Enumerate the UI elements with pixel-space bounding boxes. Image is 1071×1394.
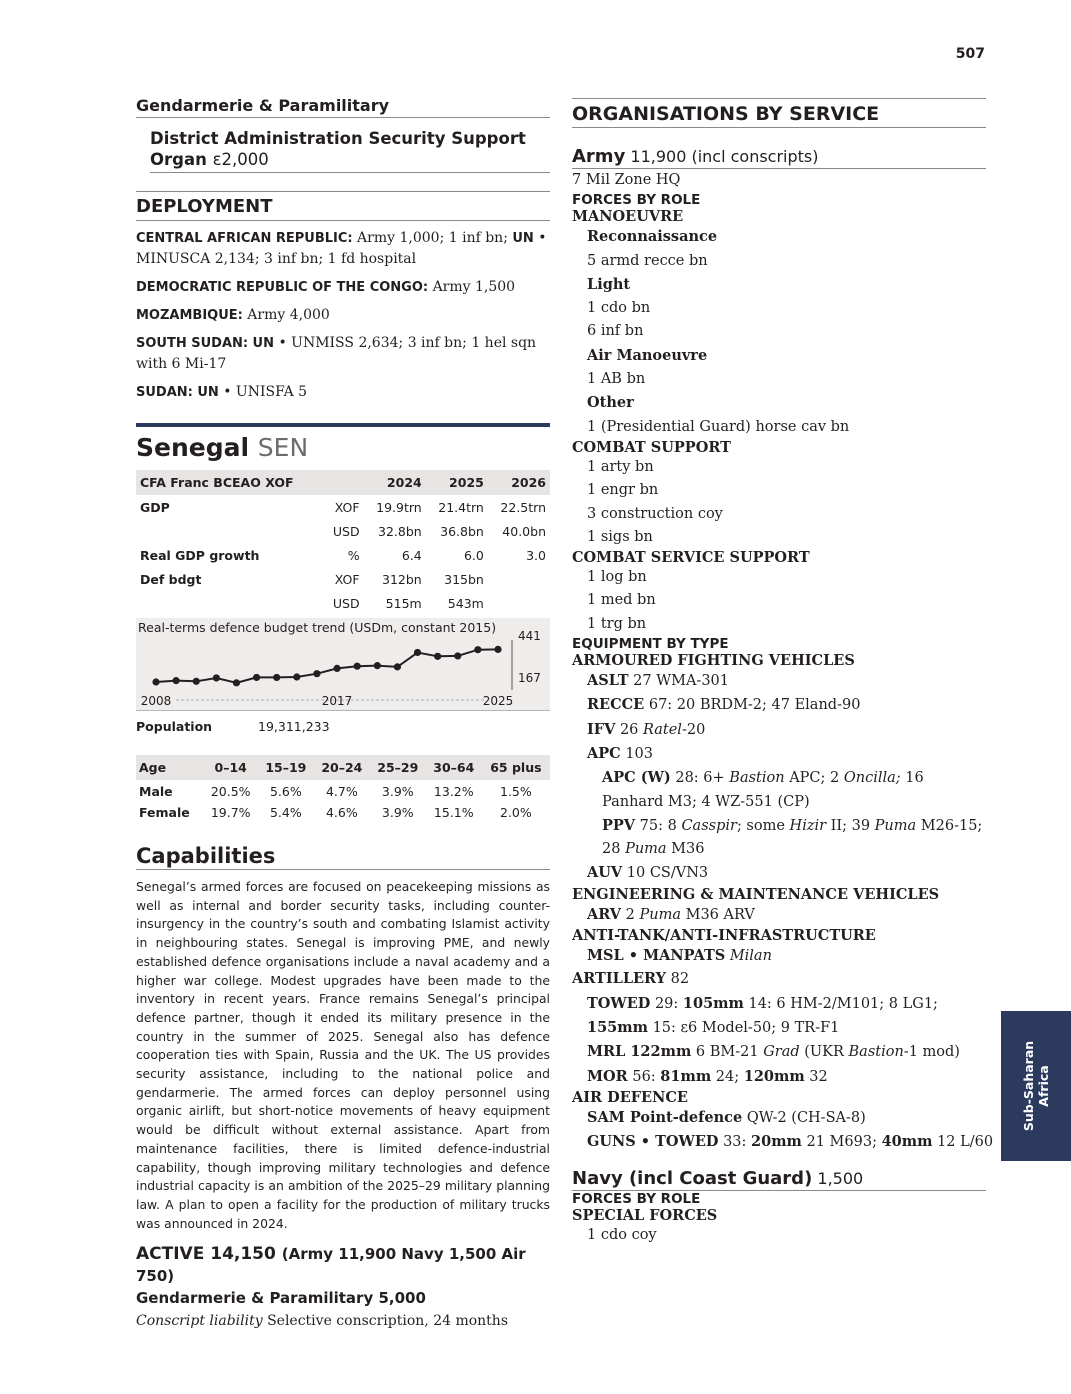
- equipment-line: IFV 26 Ratel-20: [587, 720, 706, 738]
- deployment-heading: DEPLOYMENT: [136, 191, 550, 221]
- equipment-category: ARTILLERY 82: [572, 970, 690, 988]
- equipment-category: AIR DEFENCE: [572, 1088, 688, 1106]
- unit-line: 5 armd recce bn: [587, 252, 708, 269]
- table-row: USD 515m 543m: [332, 595, 484, 611]
- capabilities-text: Senegal’s armed forces are focused on peacekeeping missions as well as internal and border security tasks, including counter-insurgency in the country’s south and combating Islamist activity in neighbouring states. Senegal is improving PME, and newly established defence organisations include a naval academy and a higher war college. Modest upgrades have been made to the inventory in recent years. France remains Senegal’s principal defence partner, though it ended its military presence in the country in the summer of 2025. Senegal also has defence cooperation ties with Spain, Russia and the UK. The US provides security assistance, including to the national police and gendarmerie. The armed forces can deploy personnel using organic airlift, but short-notice movements of heavy equipment would be difficult without external assistance. Apart from maintenance facilities, there is limited defence-industrial capability, though improving military technologies and defence industrial capacity is an ambition of the 2025–29 military planning law. A plan to open a facility for the production of military trucks was announced in 2024.: [136, 879, 550, 1231]
- country-name: Senegal: [136, 433, 250, 462]
- data-point: [313, 670, 320, 677]
- unit-line: 7 Mil Zone HQ: [572, 172, 681, 188]
- table-row: USD 32.8bn 36.8bn 40.0bn: [332, 523, 546, 539]
- deployment-entry: DEMOCRATIC REPUBLIC OF THE CONGO: Army 1,500: [136, 279, 516, 295]
- section-category: FORCES BY ROLE: [572, 1191, 701, 1208]
- x-tick-label: 2017: [321, 694, 353, 708]
- navy-structure: [572, 1191, 986, 1247]
- data-point: [474, 646, 481, 653]
- x-tick-label: 2025: [482, 694, 514, 708]
- equipment-line: SAM Point-defence QW-2 (CH-SA-8): [587, 1108, 866, 1126]
- army-heading: [572, 146, 986, 169]
- data-point: [233, 679, 240, 686]
- conscript-liability: [136, 1313, 550, 1329]
- data-point: [293, 673, 300, 680]
- section-category: EQUIPMENT BY TYPE: [572, 636, 729, 653]
- deployment-entry: SOUTH SUDAN: UN • UNMISS 2,634; 3 inf bn; 1 hel sqn with 6 Mi-17: [136, 335, 537, 372]
- unit-line: 6 inf bn: [587, 323, 644, 340]
- unit-line: 1 log bn: [587, 569, 647, 586]
- unit-line: 1 engr bn: [587, 482, 659, 499]
- active-strength: [136, 1243, 550, 1287]
- unit-line: 1 AB bn: [587, 371, 646, 388]
- page-number: 507: [955, 46, 985, 62]
- equipment-category: ENGINEERING & MAINTENANCE VEHICLES: [572, 885, 940, 903]
- population-row: [136, 719, 550, 739]
- deployment-entry: CENTRAL AFRICAN REPUBLIC: Army 1,000; 1 inf bn; UN • MINUSCA 2,134; 3 inf bn; 1 fd hospital: [136, 230, 547, 267]
- navy-name: Navy (incl Coast Guard): [572, 1168, 813, 1190]
- equipment-line: PPV 75: 8 Casspir; some Hizir II; 39 Puma M26-15; 28 Puma M36: [602, 816, 983, 858]
- x-tick-label: 2008: [140, 694, 172, 708]
- economic-table: [136, 470, 550, 615]
- equipment-category: ANTI-TANK/ANTI-INFRASTRUCTURE: [572, 927, 876, 945]
- data-point: [193, 678, 200, 685]
- active-detail: (Army 11,900 Navy 1,500 Air 750): [136, 1245, 526, 1286]
- region-side-tab: [1001, 1011, 1071, 1161]
- unit-line: 1 cdo bn: [587, 300, 651, 317]
- chart-plot: [136, 618, 550, 710]
- section-category: FORCES BY ROLE: [572, 192, 701, 209]
- data-point: [434, 653, 441, 660]
- equipment-line: AUV 10 CS/VN3: [587, 864, 709, 882]
- data-point: [173, 677, 180, 684]
- district-unit-strength: ε2,000: [212, 150, 269, 169]
- right-column: [572, 98, 994, 1248]
- unit-role: Other: [587, 394, 634, 412]
- section-category: COMBAT SERVICE SUPPORT: [572, 549, 810, 567]
- unit-role: Reconnaissance: [587, 228, 718, 246]
- data-point: [394, 663, 401, 670]
- table-row: Male 20.5% 5.6% 4.7% 3.9% 13.2% 1.5%: [139, 784, 532, 799]
- army-detail: 11,900 (incl conscripts): [630, 147, 819, 166]
- district-unit-name: District Administration Security Support Organ: [150, 129, 526, 169]
- gendarmerie-heading: Gendarmerie & Paramilitary: [136, 96, 550, 118]
- left-column: [136, 96, 550, 1329]
- unit-role: Light: [587, 275, 631, 293]
- data-point: [354, 663, 361, 670]
- unit-line: 1 med bn: [587, 592, 656, 609]
- equipment-line: ARV 2 Puma M36 ARV: [587, 905, 755, 923]
- navy-detail: 1,500: [817, 1169, 864, 1189]
- data-point: [494, 646, 501, 653]
- capabilities-heading: Capabilities: [136, 844, 550, 870]
- unit-line: 1 cdo coy: [587, 1227, 657, 1244]
- population-value: 19,311,233: [258, 719, 330, 734]
- data-point: [152, 678, 159, 685]
- table-row: Def bdgt XOF 312bn 315bn: [140, 571, 484, 587]
- budget-trend-chart: [136, 618, 550, 711]
- data-point: [454, 652, 461, 659]
- deployment-entry: SUDAN: UN • UNISFA 5: [136, 384, 308, 400]
- army-equipment: [572, 669, 994, 1154]
- equipment-line: ASLT 27 WMA-301: [587, 672, 729, 690]
- country-code: SEN: [257, 433, 309, 462]
- deployment-list: [136, 228, 550, 403]
- organisations-heading: ORGANISATIONS BY SERVICE: [572, 98, 986, 128]
- population-label: Population: [136, 719, 213, 734]
- unit-line: 1 arty bn: [587, 458, 654, 475]
- age-table-header: Age 0–14 15–19 20–24 25–29 30–64 65 plus: [136, 755, 550, 780]
- country-title: [136, 423, 550, 462]
- equipment-line: MSL • MANPATS Milan: [587, 947, 772, 965]
- navy-heading: [572, 1168, 986, 1191]
- paramilitary-strength: Gendarmerie & Paramilitary 5,000: [136, 1289, 426, 1308]
- army-name: Army: [572, 146, 626, 167]
- series-line: [156, 649, 498, 682]
- data-point: [213, 674, 220, 681]
- equipment-line: APC (W) 28: 6+ Bastion APC; 2 Oncilla; 16 Panhard M3; 4 WZ-551 (CP): [602, 769, 924, 810]
- region-label: Sub-Saharan Africa: [1021, 1040, 1051, 1132]
- equipment-line: RECCE 67: 20 BRDM-2; 47 Eland-90: [587, 696, 861, 714]
- economic-table-header: CFA Franc BCEAO XOF 2024 2025 2026: [136, 470, 550, 495]
- equipment-line: APC 103: [587, 744, 653, 762]
- equipment-line: MOR 56: 81mm 24; 120mm 32: [587, 1067, 828, 1085]
- data-point: [414, 649, 421, 656]
- district-unit: [150, 128, 550, 173]
- unit-line: 1 (Presidential Guard) horse cav bn: [587, 418, 850, 435]
- unit-role: Air Manoeuvre: [587, 346, 708, 364]
- data-point: [333, 665, 340, 672]
- table-row: Female 19.7% 5.4% 4.6% 3.9% 15.1% 2.0%: [139, 805, 532, 820]
- section-category: SPECIAL FORCES: [572, 1207, 718, 1225]
- chart-title: Real-terms defence budget trend (USDm, constant 2015): [138, 620, 497, 635]
- unit-line: 1 sigs bn: [587, 528, 653, 545]
- section-category: COMBAT SUPPORT: [572, 438, 731, 456]
- section-category: MANOEUVRE: [572, 208, 684, 226]
- deployment-entry: MOZAMBIQUE: Army 4,000: [136, 307, 330, 323]
- y-axis-label: 167: [518, 671, 541, 685]
- data-point: [374, 662, 381, 669]
- equipment-line: MRL 122mm 6 BM-21 Grad (UKR Bastion-1 mod): [587, 1043, 960, 1061]
- data-point: [273, 674, 280, 681]
- army-structure: [572, 169, 986, 669]
- table-row: GDP XOF 19.9trn 21.4trn 22.5trn: [140, 499, 546, 515]
- y-axis-label: 441: [518, 629, 541, 643]
- equipment-line: GUNS • TOWED 33: 20mm 21 M693; 40mm 12 L/60: [587, 1133, 994, 1151]
- unit-line: 3 construction coy: [587, 505, 723, 522]
- active-label: ACTIVE 14,150: [136, 1244, 276, 1265]
- unit-line: 1 trg bn: [587, 615, 647, 632]
- section-category: ARMOURED FIGHTING VEHICLES: [572, 652, 855, 670]
- equipment-line: TOWED 29: 105mm 14: 6 HM-2/M101; 8 LG1; 155mm 15: ε6 Model-50; 9 TR-F1: [587, 994, 938, 1036]
- conscript-label: Conscript liability: [136, 1313, 263, 1330]
- table-row: Real GDP growth % 6.4 6.0 3.0: [140, 547, 546, 563]
- conscript-text: Selective conscription, 24 months: [267, 1313, 509, 1330]
- age-table: [136, 755, 550, 822]
- data-point: [253, 674, 260, 681]
